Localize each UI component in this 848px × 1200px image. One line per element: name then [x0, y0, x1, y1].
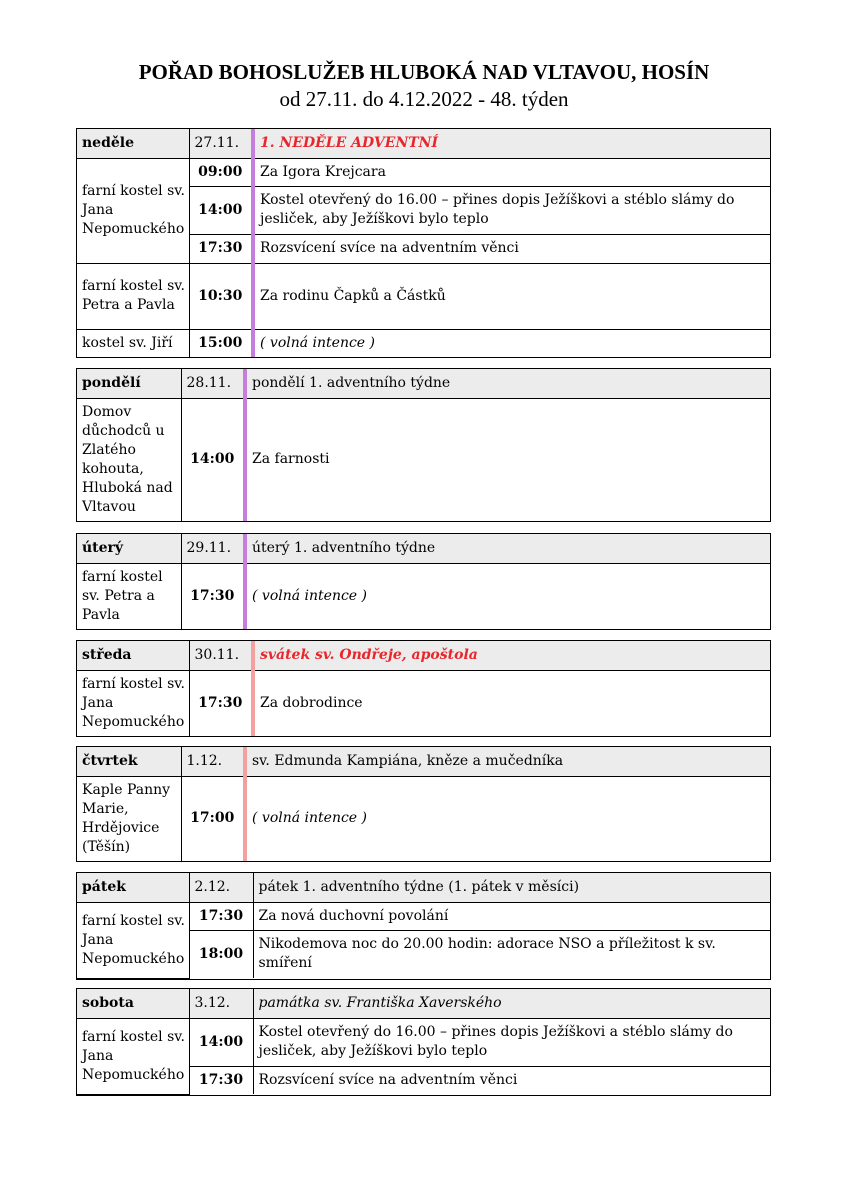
- day-block-ctvrtek: [76, 746, 771, 862]
- service-intent: Kostel otevřený do 16.00 – přines dopis Ježíškovi a stéblo slámy do jesliček, aby Ježíškovi bylo teplo: [253, 1018, 770, 1066]
- day-date: 2.12.: [189, 873, 253, 902]
- day-name: pondělí: [77, 369, 181, 398]
- service-time: 14:00: [189, 1018, 253, 1066]
- service-time: 17:00: [181, 776, 245, 861]
- service-time: 17:30: [189, 670, 253, 736]
- service-time: 09:00: [189, 158, 253, 186]
- day-date: 28.11.: [181, 369, 245, 398]
- service-intent: ( volná intence ): [245, 776, 770, 861]
- location: Kaple Panny Marie, Hrdějovice (Těšín): [77, 776, 181, 861]
- location: farní kostel sv. Jana Nepomuckého: [77, 158, 189, 263]
- service-time: 10:30: [189, 263, 253, 329]
- day-name: čtvrtek: [77, 747, 181, 776]
- day-label: pátek 1. adventního týdne (1. pátek v měsíci): [253, 873, 770, 902]
- day-label: 1. NEDĚLE ADVENTNÍ: [253, 129, 770, 158]
- day-block-nedele: [76, 128, 771, 358]
- day-name: neděle: [77, 129, 189, 158]
- service-intent: Rozsvícení svíce na adventním věnci: [253, 234, 770, 263]
- page-title: POŘAD BOHOSLUŽEB HLUBOKÁ NAD VLTAVOU, HOSÍN: [138, 60, 710, 84]
- day-date: 29.11.: [181, 534, 245, 563]
- service-time: 18:00: [189, 930, 253, 978]
- day-date: 3.12.: [189, 989, 253, 1018]
- location: farní kostel sv. Petra a Pavla: [77, 263, 189, 329]
- service-time: 17:30: [181, 563, 245, 629]
- service-time: 14:00: [189, 186, 253, 234]
- day-block-sobota: [76, 988, 771, 1096]
- day-block-patek: [76, 872, 771, 980]
- day-label: svátek sv. Ondřeje, apoštola: [253, 641, 770, 670]
- service-time: 17:30: [189, 1066, 253, 1094]
- service-intent: Za nová duchovní povolání: [253, 902, 770, 930]
- location: Domov důchodců u Zlatého kohouta, Hluboká nad Vltavou: [77, 398, 181, 521]
- day-name: pátek: [77, 873, 189, 902]
- day-label: úterý 1. adventního týdne: [245, 534, 770, 563]
- service-time: 14:00: [181, 398, 245, 521]
- day-date: 27.11.: [189, 129, 253, 158]
- location: farní kostel sv. Jana Nepomuckého: [77, 902, 189, 978]
- page-subtitle: od 27.11. do 4.12.2022 - 48. týden: [279, 87, 569, 111]
- day-label: sv. Edmunda Kampiána, kněze a mučedníka: [245, 747, 770, 776]
- service-intent: Za Igora Krejcara: [253, 158, 770, 186]
- location: farní kostel sv. Jana Nepomuckého: [77, 670, 189, 736]
- service-intent: Kostel otevřený do 16.00 – přines dopis Ježíškovi a stéblo slámy do jesliček, aby Ježíškovi bylo teplo: [253, 186, 770, 234]
- day-date: 30.11.: [189, 641, 253, 670]
- day-name: středa: [77, 641, 189, 670]
- day-block-utery: [76, 533, 771, 630]
- service-intent: Nikodemova noc do 20.00 hodin: adorace NSO a příležitost k sv. smíření: [253, 930, 770, 978]
- day-name: sobota: [77, 989, 189, 1018]
- service-intent: Za farnosti: [245, 398, 770, 521]
- service-intent: Rozsvícení svíce na adventním věnci: [253, 1066, 770, 1094]
- day-name: úterý: [77, 534, 181, 563]
- service-intent: Za dobrodince: [253, 670, 770, 736]
- location: farní kostel sv. Petra a Pavla: [77, 563, 181, 629]
- day-block-streda: [76, 640, 771, 737]
- service-intent: ( volná intence ): [253, 329, 770, 357]
- day-label: pondělí 1. adventního týdne: [245, 369, 770, 398]
- service-time: 17:30: [189, 902, 253, 930]
- day-date: 1.12.: [181, 747, 245, 776]
- service-time: 15:00: [189, 329, 253, 357]
- service-intent: ( volná intence ): [245, 563, 770, 629]
- location: kostel sv. Jiří: [77, 329, 189, 357]
- service-intent: Za rodinu Čapků a Částků: [253, 263, 770, 329]
- day-label: památka sv. Františka Xaverského: [253, 989, 770, 1018]
- service-time: 17:30: [189, 234, 253, 263]
- day-block-pondeli: [76, 368, 771, 522]
- location: farní kostel sv. Jana Nepomuckého: [77, 1018, 189, 1094]
